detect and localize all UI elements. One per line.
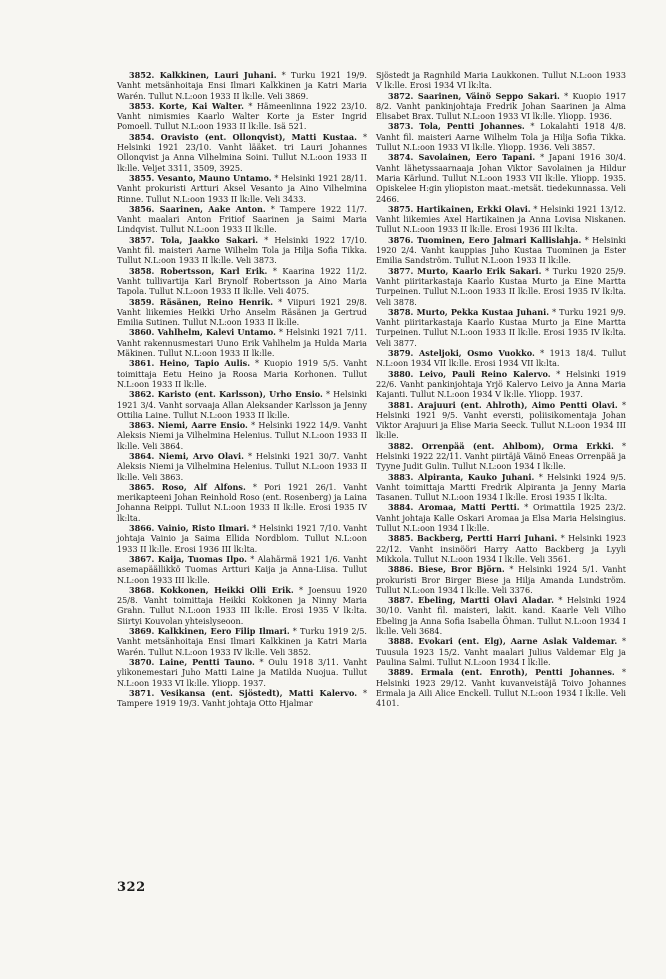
register-entry [117,389,367,420]
entry-heading: 3880. Leivo, Pauli Reino Kalervo. [388,368,551,379]
register-entry [117,451,367,482]
entry-heading: 3860. Vahlhelm, Kalevi Untamo. [129,327,276,338]
entry-heading: 3866. Vainio, Risto Ilmari. [129,523,250,534]
entry-text: * Oulu 1918 3/11. Vanht ylikonemestari Juho Matti Laine ja Matilda Nuojua. Tullut N.L:oon 1933 VI lk:lle. Yliopp. 1937. [117,656,367,688]
entry-heading: 3872. Saarinen, Väinö Seppo Sakari. [388,90,560,101]
entry-text: * Lokalahti 1918 4/8. Vanht fil. maisteri Aarne Wilhelm Tola ja Hilja Sofia Tikka. Tullut N.L:oon 1933 VI lk:lle. Yliopp. 1936. Veli 3857. [376,121,627,153]
entry-text: * Helsinki 1924 30/10. Vanht fil. maisteri, lakit. kand. Kaarle Veli Vilho Ebeling ja Anna Sofia Isabella Öhman. Tullut N.L:oon 1934 I lk:lle. Veli 3684. [376,595,626,637]
entry-text: * Helsinki 1921 3/4. Vanht sorvaaja Allan Aleksander Karlsson ja Jenny Ottilia Laine. Tullut N.L:oon 1933 II lk:lle. [117,389,367,420]
entry-text: * Helsinki 1922 17/10. Vanht fil. maisteri Aarne Wilhelm Tola ja Hilja Sofia Tikka. Tullut N.L:oon 1933 II lk:lle. Veli 3873. [117,234,367,266]
entry-heading: 3887. Ebeling, Martti Olavi Aladar. [388,595,554,606]
entry-heading: 3884. Aromaa, Matti Pertti. [388,502,520,513]
register-entry [117,358,367,389]
entry-heading: 3858. Robertsson, Karl Erik. [129,265,268,276]
entry-text: * Turku 1921 9/9. Vanht piiritarkastaja Kaarlo Kustaa Murto ja Eine Martta Turpeinen. Tullut N.L:oon 1933 II lk:lle. Erosi 1935 IV lk:lta. Veli 3877. [376,306,626,348]
entry-text: * Turku 1919 2/5. Vanht metsänhoitaja Ensi Ilmari Kalkkinen ja Katri Maria Warén. Tullut N.L:oon 1933 IV lk:lle. Veli 3852. [117,626,367,657]
entry-text: * Helsinki 1919 22/6. Vanht pankinjohtaja Yrjö Kalervo Leivo ja Anna Maria Kajanti. Tullut N.L:oon 1934 V lk:lle. Yliopp. 1937. [376,368,627,400]
entry-heading: 3861. Heino, Tapio Aulis. [129,358,251,369]
entry-heading: 3875. Hartikainen, Erkki Olavi. [388,203,531,214]
register-entry [117,173,367,204]
entry-text: * Helsinki 1921 9/5. Vanht eversti, poliisikomentaja Johan Viktor Arajuuri ja Elise Maria Seeck. Tullut N.L:oon 1934 III lk:lle. [376,399,627,441]
entry-text: Sjöstedt ja Ragnhild Maria Laukkonen. Tullut N.L:oon 1933 V lk:lle. Erosi 1934 VI lk:lta. [376,70,626,91]
entry-text: * Tampere 1919 19/3. Vanht johtaja Otto Hjalmar [117,687,367,709]
entry-heading: 3859. Räsänen, Reino Henrik. [129,296,274,307]
entry-text: * Helsinki 1923 22/12. Vanht insinööri Harry Aatto Backberg ja Lyyli Mikkola. Tullut N.L:oon 1934 I lk:lle. Veli 3561. [376,533,626,564]
register-entry [376,564,626,595]
entry-heading: 3870. Laine, Pentti Tauno. [129,656,255,667]
register-entry [117,626,367,657]
register-entry [376,369,626,400]
entry-heading: 3856. Saarinen, Aake Anton. [129,203,266,214]
entry-text: * Kuopio 1917 8/2. Vanht pankinjohtaja Fredrik Johan Saarinen ja Alma Elisabet Brax. Tullut N.L:oon 1933 VI lk:lle. Yliopp. 1936. [376,90,626,122]
entry-heading: 3889. Ermala (ent. Enroth), Pentti Johannes. [388,667,615,678]
entry-heading: 3877. Murto, Kaarlo Erik Sakari. [388,265,542,276]
register-entry [117,204,367,235]
register-entry [376,441,626,472]
register-entry [376,595,626,636]
entry-heading: 3854. Oravisto (ent. Ollonqvist), Matti Kustaa. [129,131,357,142]
register-entry [376,348,626,369]
entry-heading: 3863. Niemi, Aarre Ensio. [129,420,248,431]
register-entry [376,70,626,91]
entry-text: * Viipuri 1921 29/8. Vanht liikemies Heikki Urho Anselm Räsänen ja Gertrud Emilia Sutinen. Tullut N.L:oon 1933 II lk:lle. [117,296,367,328]
entry-heading: 3882. Orrenpää (ent. Ahlbom), Orma Erkki. [388,440,614,451]
entry-heading: 3876. Tuominen, Eero Jalmari Kallislahja. [388,234,582,245]
entry-heading: 3853. Korte, Kai Walter. [129,100,244,111]
entry-heading: 3886. Biese, Bror Björn. [388,564,505,575]
register-entry [376,121,626,152]
entry-heading: 3888. Evokari (ent. Elg), Aarne Aslak Valdemar. [388,636,618,647]
register-entry [117,420,367,451]
entry-text: * Kaarina 1922 11/2. Vanht tullivartija Karl Brynolf Robertsson ja Aino Maria Tapola. Tullut N.L:oon 1933 II lk:lle. Veli 4075. [117,265,367,297]
register-entry [117,688,367,709]
left-column [117,70,367,708]
entry-heading: 3883. Alpiranta, Kauko Juhani. [388,471,535,482]
entry-text: * Helsinki 1920 2/4. Vanht kauppias Juho Kustaa Tuominen ja Ester Emilia Sandström. Tullut N.L:oon 1933 II lk:lle. [376,234,626,266]
register-entry [117,235,367,266]
right-column [376,70,626,708]
entry-text: * Helsinki 1921 28/11. Vanht prokuristi Artturi Aksel Vesanto ja Aino Vilhelmina Rinne. Tullut N.L:oon 1933 II lk:lle. Veli 3433. [117,172,368,204]
entry-text: * Helsinki 1921 7/10. Vanht johtaja Vainio ja Saima Ellida Nordblom. Tullut N.L:oon 1933 II lk:lle. Erosi 1936 III lk:lta. [117,523,367,554]
entry-text: * Turku 1921 19/9. Vanht metsänhoitaja Ensi Ilmari Kalkkinen ja Katri Maria Warén. Tullut N.L:oon 1933 II lk:lle. Veli 3869. [117,70,367,101]
entry-heading: 3873. Tola, Pentti Johannes. [388,121,525,132]
register-entry [117,523,367,554]
entry-heading: 3885. Backberg, Pertti Harri Juhani. [388,533,558,544]
entry-text: * Helsinki 1921 23/10. Vanht lääket. tri Lauri Johannes Ollonqvist ja Anna Vilhelmina Soini. Tullut N.L:oon 1933 II lk:lle. Veljet 3311, 3509, 3925. [117,131,367,173]
entry-text: * Orimattila 1925 23/2. Vanht johtaja Kalle Oskari Aromaa ja Elsa Maria Helsingius. Tullut N.L:oon 1934 I lk:lle. [376,502,626,534]
register-entry [117,657,367,688]
register-entry [117,327,367,358]
entry-heading: 3871. Vesikansa (ent. Sjöstedt), Matti Kalervo. [129,687,358,698]
entry-text: * Tampere 1922 11/7. Vanht maalari Anton Fritiof Saarinen ja Saimi Maria Lindqvist. Tullut N.L:oon 1933 II lk:lle. [117,203,367,235]
entry-heading: 3868. Kokkonen, Heikki Olli Erik. [129,584,294,595]
register-entry [376,400,626,441]
entry-text: * Helsinki 1921 13/12. Vanht liikemies Axel Hartikainen ja Anna Lovisa Niskanen. Tullut N.L:oon 1933 II lk:lle. Erosi 1936 III lk:lta. [376,203,627,235]
entry-text: * Tuusula 1923 15/2. Vanht maalari Julius Valdemar Elg ja Paulina Salmi. Tullut N.L:oon 1934 I lk:lle. [376,636,626,667]
register-entry [376,235,626,266]
entry-text: * Helsinki 1922 22/11. Vanht piirtäjä Väinö Eneas Orrenpää ja Tyyne Judit Gulin. Tullut N.L:oon 1934 I lk:lle. [376,440,626,472]
entry-heading: 3878. Murto, Pekka Kustaa Juhani. [388,306,550,317]
entry-heading: 3864. Niemi, Arvo Olavi. [129,450,244,461]
register-entry [117,585,367,626]
entry-text: * Pori 1921 26/1. Vanht merikapteeni Johan Reinhold Roso (ent. Rosenberg) ja Laina Johanna Reippi. Tullut N.L:oon 1933 II lk:lle. Erosi 1935 IV lk:lta. [117,481,368,523]
entry-heading: 3857. Tola, Jaakko Sakari. [129,234,259,245]
entry-text: * Joensuu 1920 25/8. Vanht toimittaja Heikki Kokkonen ja Ninny Maria Grahn. Tullut N.L:oon 1933 III lk:lle. Erosi 1935 V lk:lta. Siirtyi Kouvolan yhteislyseoon. [117,584,368,626]
register-entry [376,91,626,122]
entry-text: * Helsinki 1921 30/7. Vanht Aleksis Niemi ja Vilhelmina Helenius. Tullut N.L:oon 1933 II lk:lle. Veli 3863. [117,450,367,482]
entry-text: * Helsinki 1923 29/12. Vanht kuvanveistäjä Toivo Johannes Ermala ja Aili Alice Enckell. Tullut N.L:oon 1934 I lk:lle. Veli 4101. [376,667,626,709]
entry-heading: 3862. Karisto (ent. Karlsson), Urho Ensio. [129,389,323,400]
register-entry [376,204,626,235]
entry-text: * Helsinki 1922 14/9. Vanht Aleksis Niemi ja Vilhelmina Helenius. Tullut N.L:oon 1933 II lk:lle. Veli 3864. [117,420,368,451]
register-entry [376,667,626,708]
register-entry [117,132,367,173]
entry-text: * Turku 1920 25/9. Vanht piiritarkastaja Kaarlo Kustaa Murto ja Eine Martta Turpeinen. Tullut N.L:oon 1933 II lk:lle. Erosi 1935 IV lk:lta. Veli 3878. [376,265,626,307]
register-entry [376,266,626,307]
register-entry [376,533,626,564]
entry-heading: 3867. Kaija, Tuomas Ilpo. [129,553,247,564]
entry-heading: 3881. Arajuuri (ent. Ahlroth), Aimo Pentti Olavi. [388,399,618,410]
entry-text: * Alahärmä 1921 1/6. Vanht asemapäällikkö Tuomas Artturi Kaija ja Anna-Liisa. Tullut N.L:oon 1933 III lk:lle. [117,553,367,585]
register-entry [376,472,626,503]
entry-heading: 3874. Savolainen, Eero Tapani. [388,152,536,163]
register-entry [117,266,367,297]
register-entry [117,101,367,132]
entry-heading: 3852. Kalkkinen, Lauri Juhani. [129,70,277,80]
register-entry [117,70,367,101]
entry-text: * Helsinki 1921 7/11. Vanht rakennusmestari Uuno Erik Vahlhelm ja Hulda Maria Mäkinen. Tullut N.L:oon 1933 II lk:lle. [117,327,367,359]
register-entry [376,502,626,533]
entry-text: * Helsinki 1924 9/5. Vanht toimittaja Martti Fredrik Alpiranta ja Jenny Maria Tasanen. Tullut N.L:oon 1934 I lk:lle. Erosi 1935 I lk:lta. [376,471,627,503]
entry-text: * Japani 1916 30/4. Vanht lähetyssaarnaaja Johan Viktor Savolainen ja Hildur Maria Kärlund. Tullut N.L:oon 1933 VII lk:lle. Yliopp. 1935. Opiskelee H:gin yliopiston maat.-metsät. tiedekunnassa. Veli 2466. [376,152,626,204]
entry-heading: 3855. Vesanto, Mauno Untamo. [129,172,272,183]
entry-heading: 3865. Roso, Alf Alfons. [129,481,246,492]
page-number: 322 [117,880,146,895]
entry-text: * 1913 18/4. Tullut N.L:oon 1934 VII lk:lle. Erosi 1934 VII lk:lta. [376,348,626,369]
register-entry [117,554,367,585]
entry-text: * Kuopio 1919 5/5. Vanht toimittaja Eetu Heino ja Roosa Maria Korhonen. Tullut N.L:oon 1933 II lk:lle. [117,358,367,389]
register-entry [376,152,626,203]
register-entry [117,297,367,328]
entry-heading: 3879. Asteljoki, Osmo Vuokko. [388,348,535,359]
register-entry [376,307,626,348]
register-entry [376,636,626,667]
entry-heading: 3869. Kalkkinen, Eero Filip Ilmari. [129,626,290,637]
register-entry [117,482,367,523]
entry-text: * Hämeenlinna 1922 23/10. Vanht nimismies Kaarlo Walter Korte ja Ester Ingrid Pomoell. Tullut N.L:oon 1933 II lk:lle. Isä 521. [117,100,367,132]
entry-text: * Helsinki 1924 5/1. Vanht prokuristi Bror Birger Biese ja Hilja Amanda Lundström. Tullut N.L:oon 1934 I lk:lle. Veli 3376. [376,564,626,595]
